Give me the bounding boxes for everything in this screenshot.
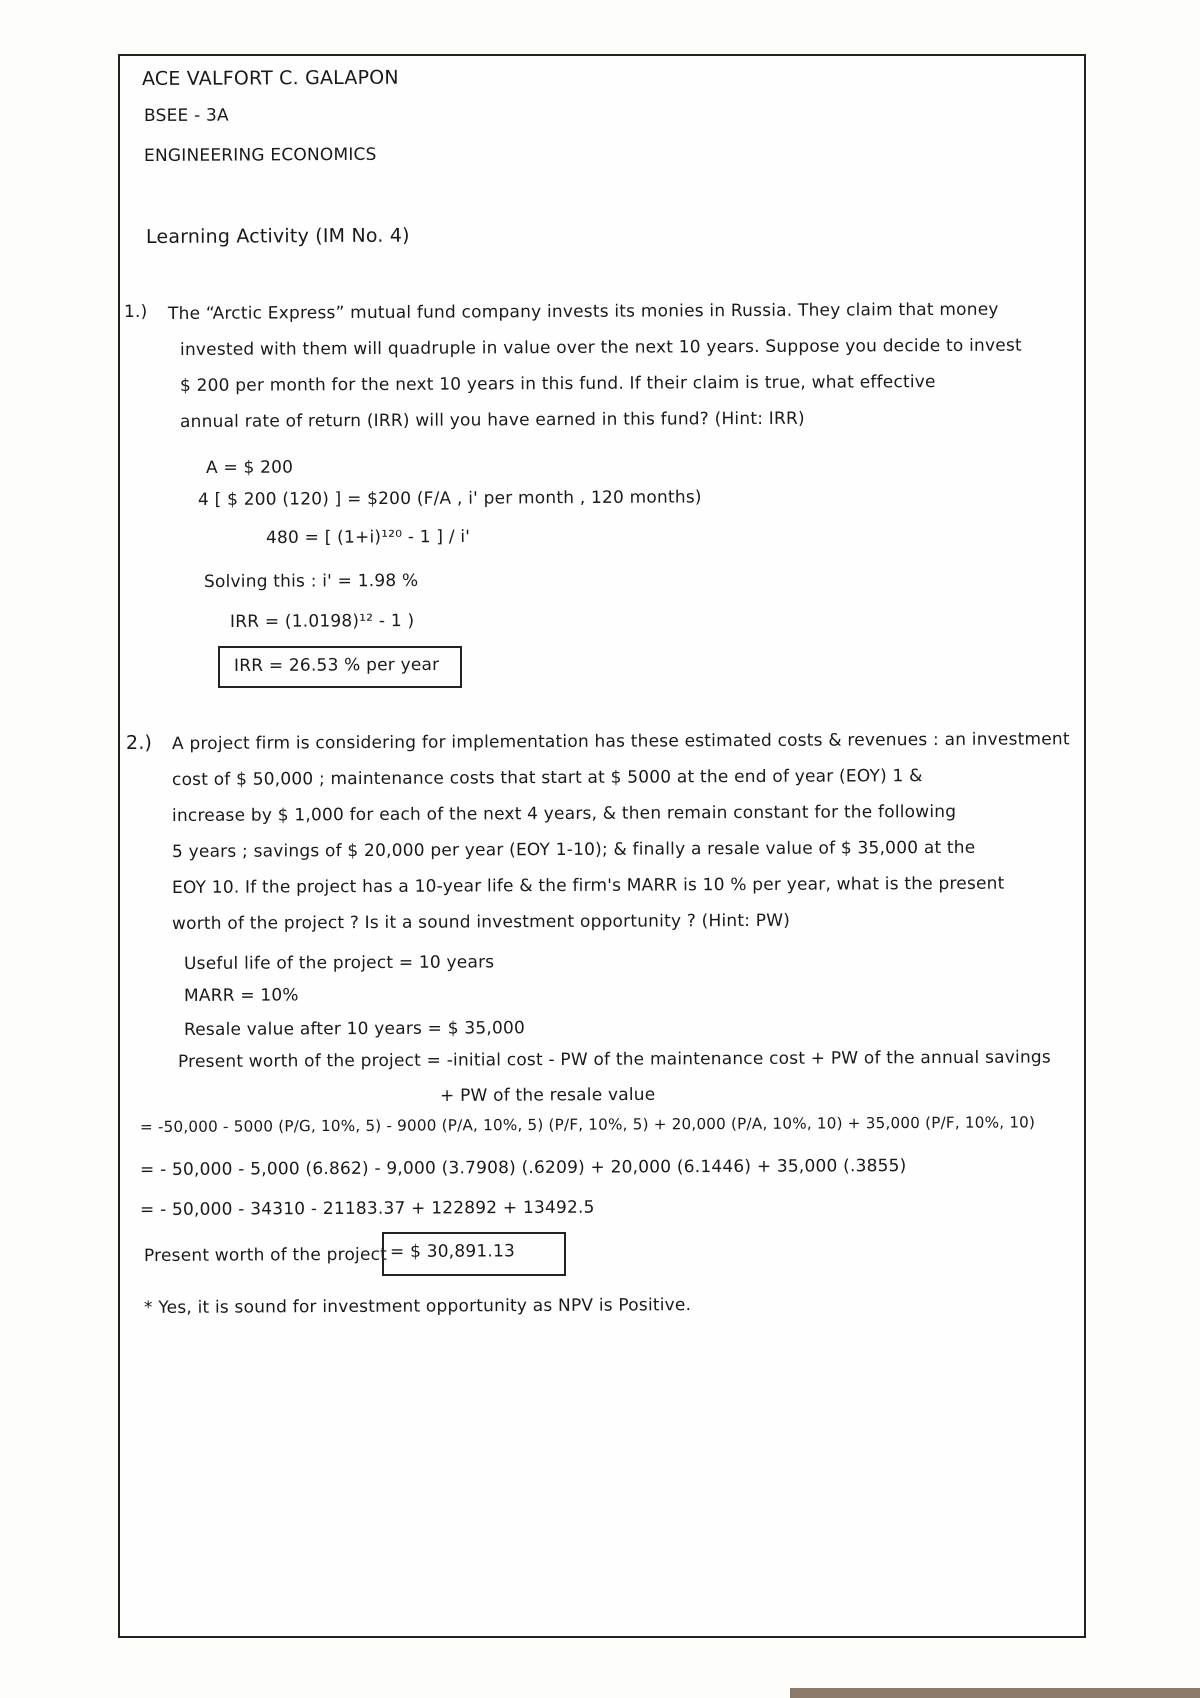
problem2-line: cost of $ 50,000 ; maintenance costs that start at $ 5000 at the end of year (EOY) 1 & xyxy=(171,766,923,790)
problem1-line: annual rate of return (IRR) will you have earned in this fund? (Hint: IRR) xyxy=(179,408,805,432)
student-section: BSEE - 3A xyxy=(143,105,229,126)
problem1-line: invested with them will quadruple in value over the next 10 years. Suppose you decide to invest xyxy=(179,335,1022,360)
problem2-conclusion: * Yes, it is sound for investment opportunity as NPV is Positive. xyxy=(143,1295,692,1318)
problem2-answer-value: = $ 30,891.13 xyxy=(389,1241,516,1262)
problem2-line: worth of the project ? Is it a sound investment opportunity ? (Hint: PW) xyxy=(171,910,791,934)
problem2-given: Present worth of the project = -initial cost - PW of the maintenance cost + PW of the annual savings xyxy=(177,1047,1051,1072)
problem2-line: 5 years ; savings of $ 20,000 per year (EOY 1-10); & finally a resale value of $ 35,000 at the xyxy=(171,837,976,862)
problem1-solution-line: IRR = (1.0198)¹² - 1 ) xyxy=(229,611,415,632)
problem2-given: Resale value after 10 years = $ 35,000 xyxy=(183,1018,526,1040)
problem2-line: EOY 10. If the project has a 10-year life & the firm's MARR is 10 % per year, what is the present xyxy=(171,873,1005,898)
problem1-line: $ 200 per month for the next 10 years in this fund. If their claim is true, what effective xyxy=(179,372,936,396)
problem1-solution-line: Solving this : i' = 1.98 % xyxy=(203,570,419,592)
problem2-line: increase by $ 1,000 for each of the next 4 years, & then remain constant for the following xyxy=(171,801,957,826)
problem1-solution-line: 4 [ $ 200 (120) ] = $200 (F/A , i' per month , 120 months) xyxy=(197,487,702,510)
problem2-answer-label: Present worth of the project xyxy=(143,1244,388,1266)
activity-title: Learning Activity (IM No. 4) xyxy=(145,224,410,248)
problem1-number: 1.) xyxy=(123,301,148,322)
problem1-line: The “Arctic Express” mutual fund company invests its monies in Russia. They claim that money xyxy=(167,299,999,324)
problem2-step: = - 50,000 - 5,000 (6.862) - 9,000 (3.7908) (.6209) + 20,000 (6.1446) + 35,000 (.3855) xyxy=(139,1155,907,1180)
problem2-line: A project firm is considering for implementation has these estimated costs & revenues : an investment xyxy=(171,729,1070,754)
problem1-solution-line: 480 = [ (1+i)¹²⁰ - 1 ] / i' xyxy=(265,526,471,548)
subject-name: ENGINEERING ECONOMICS xyxy=(143,144,377,166)
problem2-given: Useful life of the project = 10 years xyxy=(183,952,495,974)
problem2-step: = - 50,000 - 34310 - 21183.37 + 122892 + 13492.5 xyxy=(139,1197,595,1220)
background-edge xyxy=(790,1688,1200,1698)
problem1-solution-line: A = $ 200 xyxy=(205,457,294,478)
problem1-answer: IRR = 26.53 % per year xyxy=(233,654,440,676)
problem2-given: + PW of the resale value xyxy=(439,1084,656,1106)
problem2-step: = -50,000 - 5000 (P/G, 10%, 5) - 9000 (P/A, 10%, 5) (P/F, 10%, 5) + 20,000 (P/A, 10%, 10) + 35,000 (P/F, 10%, 10) xyxy=(139,1113,1036,1136)
problem2-given: MARR = 10% xyxy=(183,985,299,1006)
student-name: ACE VALFORT C. GALAPON xyxy=(141,66,399,90)
problem2-number: 2.) xyxy=(125,731,153,754)
